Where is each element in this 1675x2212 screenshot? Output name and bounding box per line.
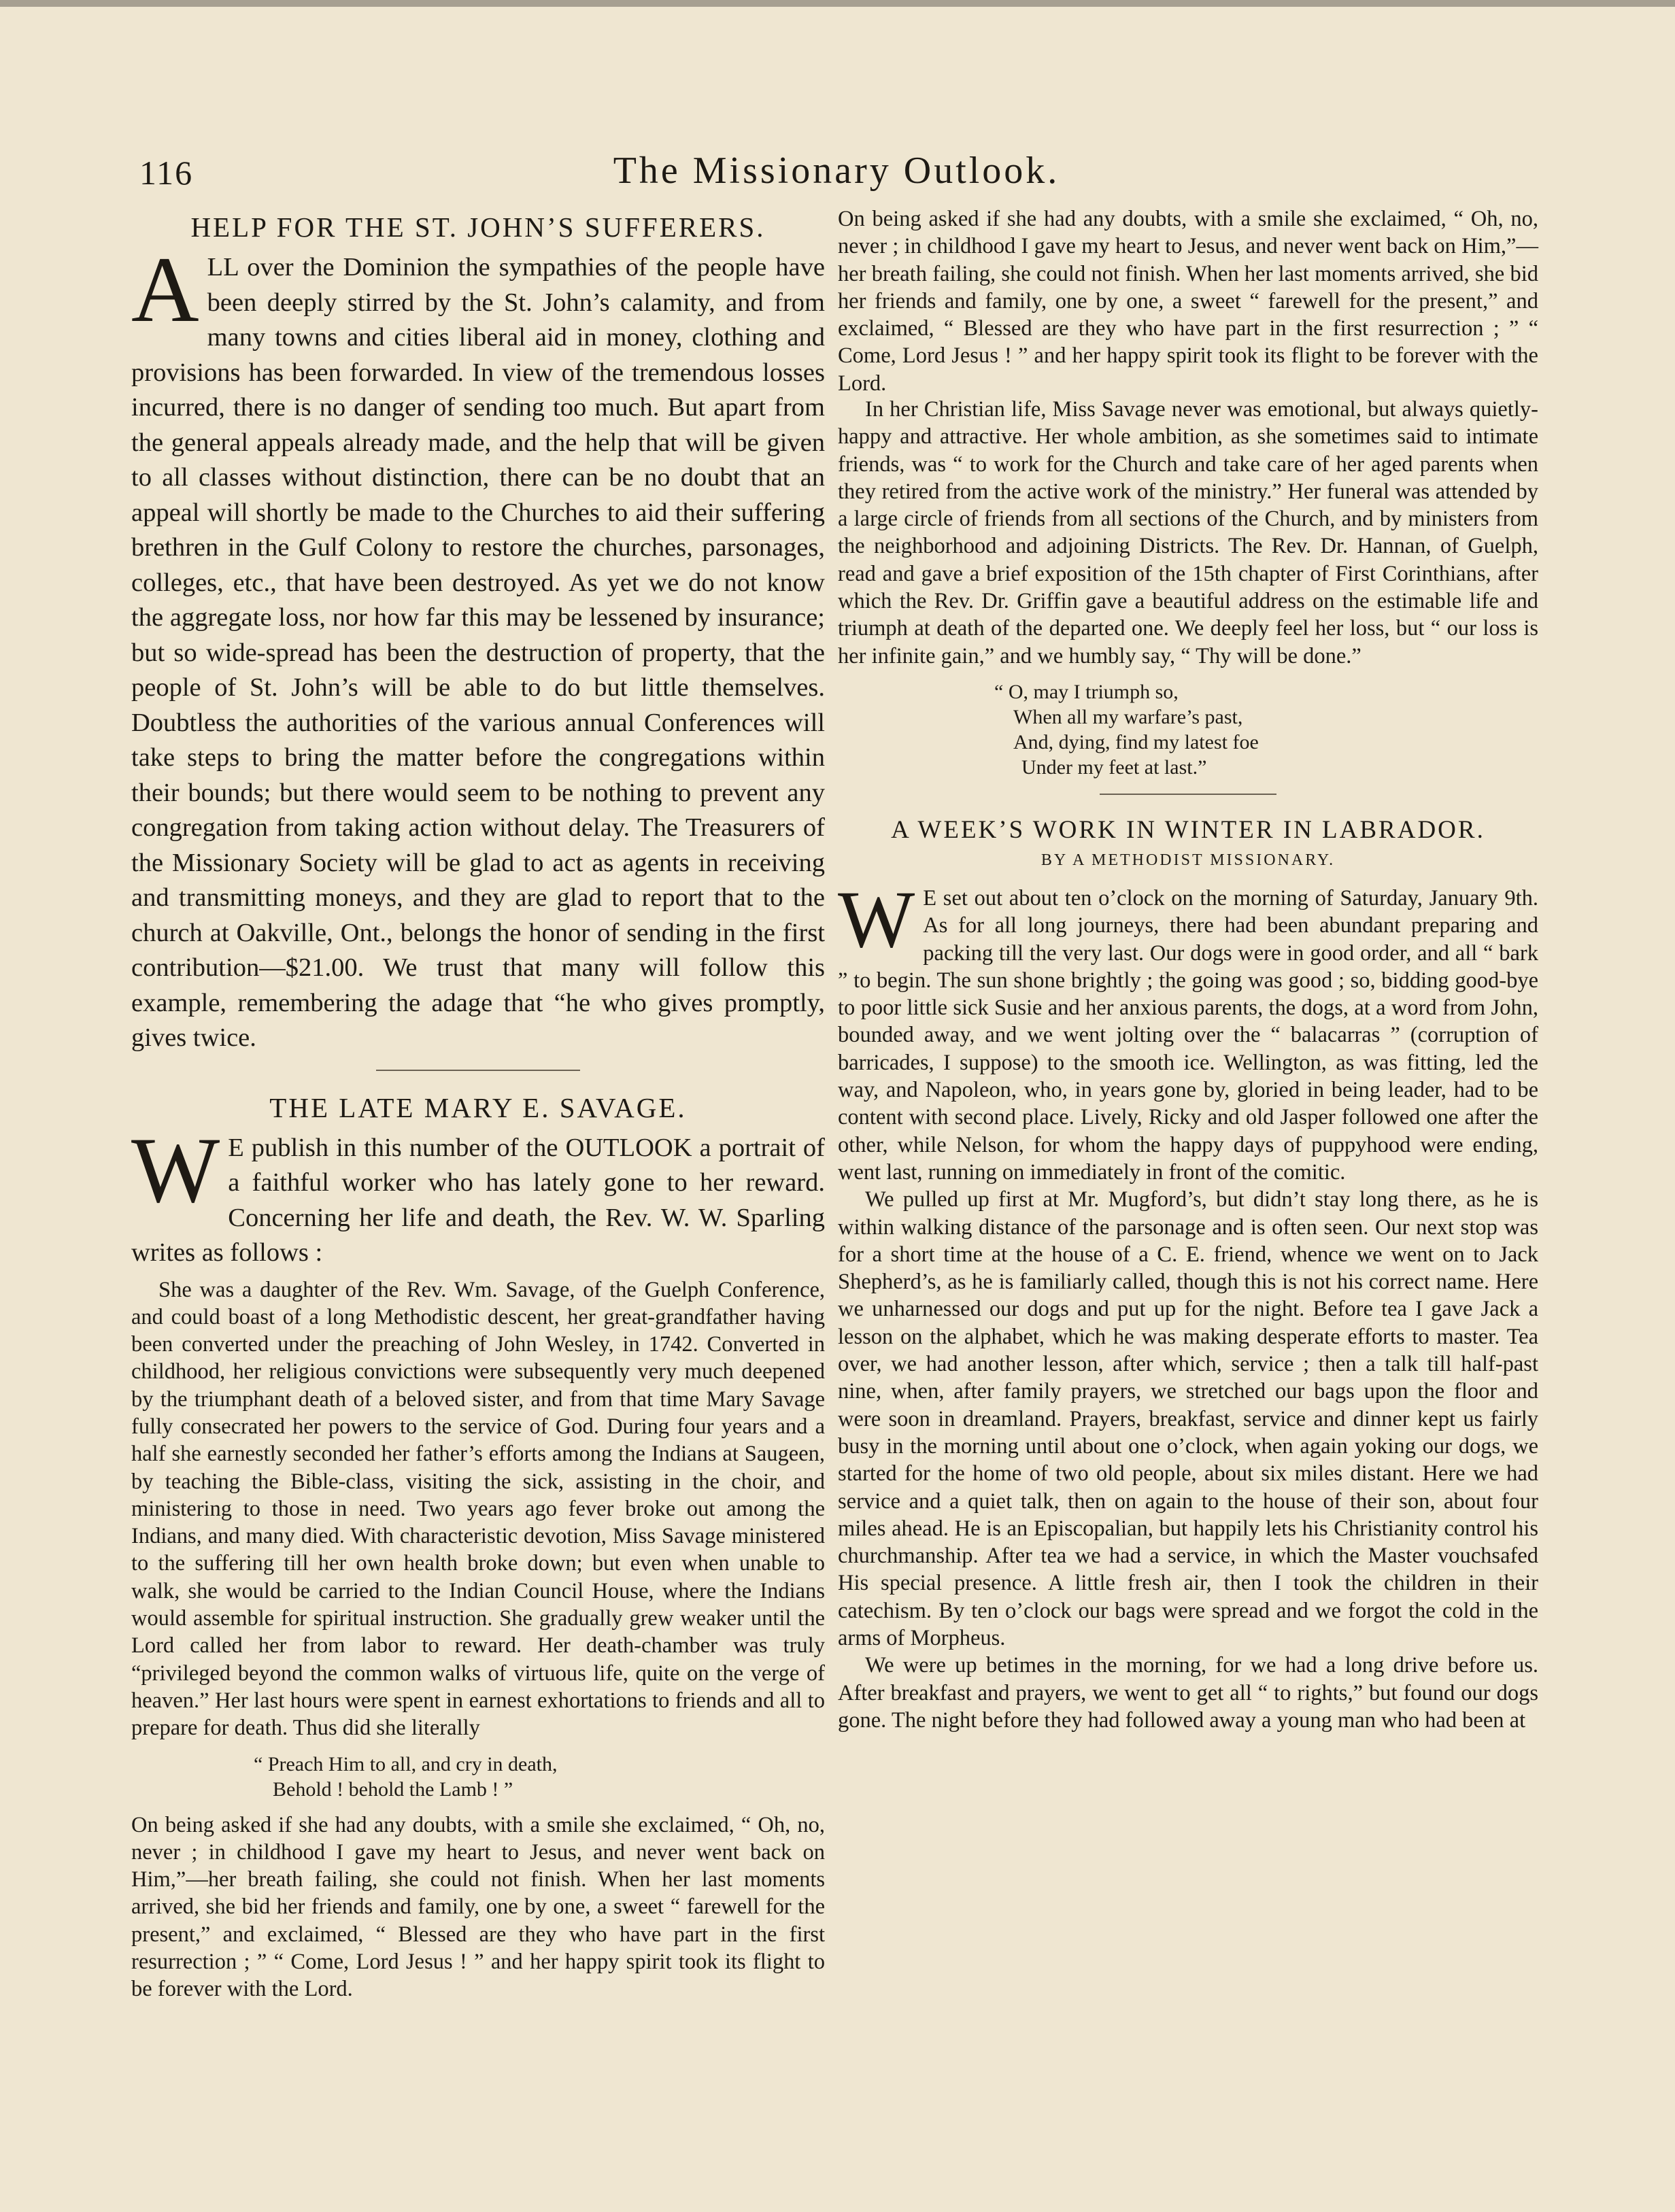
drop-cap: W <box>131 1117 220 1222</box>
drop-cap: W <box>838 873 915 964</box>
verse-line: “ Preach Him to all, and cry in death, <box>254 1752 558 1775</box>
verse-line: Behold ! behold the Lamb ! ” <box>273 1777 513 1801</box>
verse-line: When all my warfare’s past, <box>1013 705 1243 728</box>
article-intro-mary-savage <box>131 1117 825 1271</box>
paragraph-text: E set out about ten o’clock on the morning of Saturday, January 9th. As for all long journeys, there had been abundant preparing and packing till the very last. Our dogs were in good order, and all “ bark ” to begin. The sun shone brightly ; the going was good ; so, bidding good-bye to poor little sick Susie and her anxious parents, the dogs, at a word from John, bounded away, and we went jolting over the “ balacarras ” (corruption of barricades, I suppose) to the smooth ice. Wellington, as was fitting, led the way, and Napoleon, who, in years gone by, gloried in being leader, had to be content with second place. Lively, Ricky and old Jasper followed one after the other, while Nelson, for whom the happy days of puppyhood were ending, went last, running on immediately in front of the comitic. <box>838 885 1538 1185</box>
paragraph-mugford: We pulled up first at Mr. Mugford’s, but didn’t stay long there, as he is within walking distance of the parsonage and is often seen. Our next stop was for a short time at the house of a C. E. friend, whence we went on to Jack Shepherd’s, as he is familiarly called, though this is not his correct name. Here we unharnessed our dogs and put up for the night. Before tea I gave Jack a lesson on the alphabet, which he was making desperate efforts to master. Tea over, we had another lesson, after which, service ; then a talk till half-past nine, when, after family prayers, we stretched our bags upon the floor and were soon in dreamland. Prayers, breakfast, service and dinner kept us fairly busy in the morning until about one o’clock, when again yoking our dogs, we started for the home of two old people, about six miles distant. Here we had service and a quiet talk, then on again to the house of their son, about four miles ahead. He is an Episcopalian, but happily lets his Christianity control his churchmanship. After tea we had a service, in which the Master vouchsafed His special presence. A little fresh air, then I took the children in their catechism. By ten o’clock our bags were spread and we forgot the cold in the arms of Morpheus. <box>838 1187 1538 1650</box>
paragraph-next-morning: We were up betimes in the morning, for we had a long drive before us. After breakfast and prayers, we went to get all “ to rights,” but found our dogs gone. The night before they had followed away a young man who had been at <box>838 1653 1538 1733</box>
article-title-mary-savage: THE LATE MARY E. SAVAGE. <box>269 1091 687 1123</box>
article-body-labrador <box>838 873 1538 1186</box>
article-body-st-johns <box>131 237 825 1056</box>
drop-cap: A <box>131 237 199 341</box>
page-number: 116 <box>139 154 194 192</box>
article-byline: BY A METHODIST MISSIONARY. <box>1040 851 1336 869</box>
page-header <box>139 150 1534 207</box>
paragraph-christian-life: In her Christian life, Miss Savage never was emotional, but always quietly-happy and attractive. Her whole ambition, as she sometimes said to intimate friends, was “ to work for the Church and take care of her aged parents when they retired from the active work of the ministry.” Her funeral was attended by a large circle of friends from all sections of the Church, and by ministers from the neighborhood and adjoining Districts. The Rev. Dr. Hannan, of Guelph, read and gave a brief exposition of the 15th chapter of First Corinthians, after which the Rev. Dr. Griffin gave a beautiful address on the estimable life and triumph at death of the departed one. We deeply feel her loss, but “ our loss is her infinite gain,” and we humbly say, “ Thy will be done.” <box>838 397 1538 668</box>
quoted-letter: She was a daughter of the Rev. Wm. Savage, of the Guelph Conference, and could boast of a long Methodistic descent, her great-grandfather having been converted under the preaching of John Wesley, in 1742. Converted in childhood, her religious convictions were subsequently very much deepened by the triumphant death of a beloved sister, and from that time Mary Savage fully consecrated her powers to the service of God. During four years and a half she earnestly seconded her father’s efforts among the Indians at Saugeen, by teaching the Bible-class, visiting the sick, assisting in the choir, and ministering to those in need. Two years ago fever broke out among the Indians, and many died. With characteristic devotion, Miss Savage ministered to the suffering till her own health broke down; but even when unable to walk, she would be carried to the Indian Council House, where the Indians would assemble for spiritual instruction. She gradually grew weaker until the Lord called her from labor to reward. Her death-chamber was truly “privileged beyond the common walks of virtuous life, quite on the verge of heaven.” Her last hours were spent in earnest exhortations to friends and all to prepare for death. Thus did she literally <box>131 1277 825 1741</box>
right-column <box>838 207 1538 1734</box>
verse-line: Under my feet at last.” <box>1021 755 1207 779</box>
verse-quote <box>838 679 1538 780</box>
section-divider <box>1100 794 1276 795</box>
verse-line: “ O, may I triumph so, <box>994 680 1179 703</box>
article-text: LL over the Dominion the sympathies of the people have been deeply stirred by the St. John’s calamity, and from many towns and cities liberal aid in money, clothing and provisions has been forwarded. In view of the tremendous losses incurred, there is no danger of sending too much. But apart from the general appeals already made, and the help that will be given to all classes without distinction, there can be no doubt that an appeal will shortly be made to the Churches to aid their suffering brethren in the Gulf Colony to restore the churches, parsonages, colleges, etc., that have been destroyed. As yet we do not know the aggregate loss, nor how far this may be lessened by insurance; but so wide-spread has been the destruction of property, that the people of St. John’s will be able to do but little themselves. Doubtless the authorities of the various annual Conferences will take steps to bring the matter before the congregations within their bounds; but there would seem to be nothing to prevent any congregation from taking action without delay. The Treasurers of the Missionary Society will be glad to act as agents in receiving and transmitting moneys, and they are glad to report that to the church at Oakville, Ont., belongs the honor of sending in the first contribution—$21.00. We trust that many will follow this example, remembering the adage that “he who gives promptly, gives twice. <box>131 253 825 1052</box>
continued-text-body: On being asked if she had any doubts, with a smile she exclaimed, “ Oh, no, never ; in childhood I gave my heart to Jesus, and never went back on Him,”—her breath failing, she could not finish. When her last moments arrived, she bid her friends and family, one by one, a sweet “ farewell for the present,” and exclaimed, “ Blessed are they who have part in the first resurrection ; ” “ Come, Lord Jesus ! ” and her happy spirit took its flight to be forever with the Lord. <box>838 207 1538 396</box>
verse-quote <box>131 1752 825 1802</box>
journal-title: The Missionary Outlook. <box>613 150 1060 192</box>
article-title-st-johns: HELP FOR THE ST. JOHN’S SUFFERERS. <box>190 211 766 243</box>
article-title-labrador: A WEEK’S WORK IN WINTER IN LABRADOR. <box>891 815 1485 844</box>
quoted-letter-continuation: On being asked if she had any doubts, with a smile she exclaimed, “ Oh, no, never ; in childhood I gave my heart to Jesus, and never went back on Him,”—her breath failing, she could not finish. When her last moments arrived, she bid her friends and family, one by one, a sweet “ farewell for the present,” and exclaimed, “ Blessed are they who have part in the first resurrection ; ” “ Come, Lord Jesus ! ” and her happy spirit took its flight to be forever with the Lord. <box>131 1812 825 2002</box>
verse-line: And, dying, find my latest foe <box>1013 730 1259 753</box>
continued-text <box>838 205 1538 396</box>
page-top-edge <box>0 0 1675 7</box>
section-divider <box>376 1070 580 1071</box>
left-column <box>131 211 825 2002</box>
article-intro-text: E publish in this number of the OUTLOOK a portrait of a faithful worker who has lately gone to her reward. Concerning her life and death, the Rev. W. W. Sparling writes as follows : <box>131 1133 825 1267</box>
